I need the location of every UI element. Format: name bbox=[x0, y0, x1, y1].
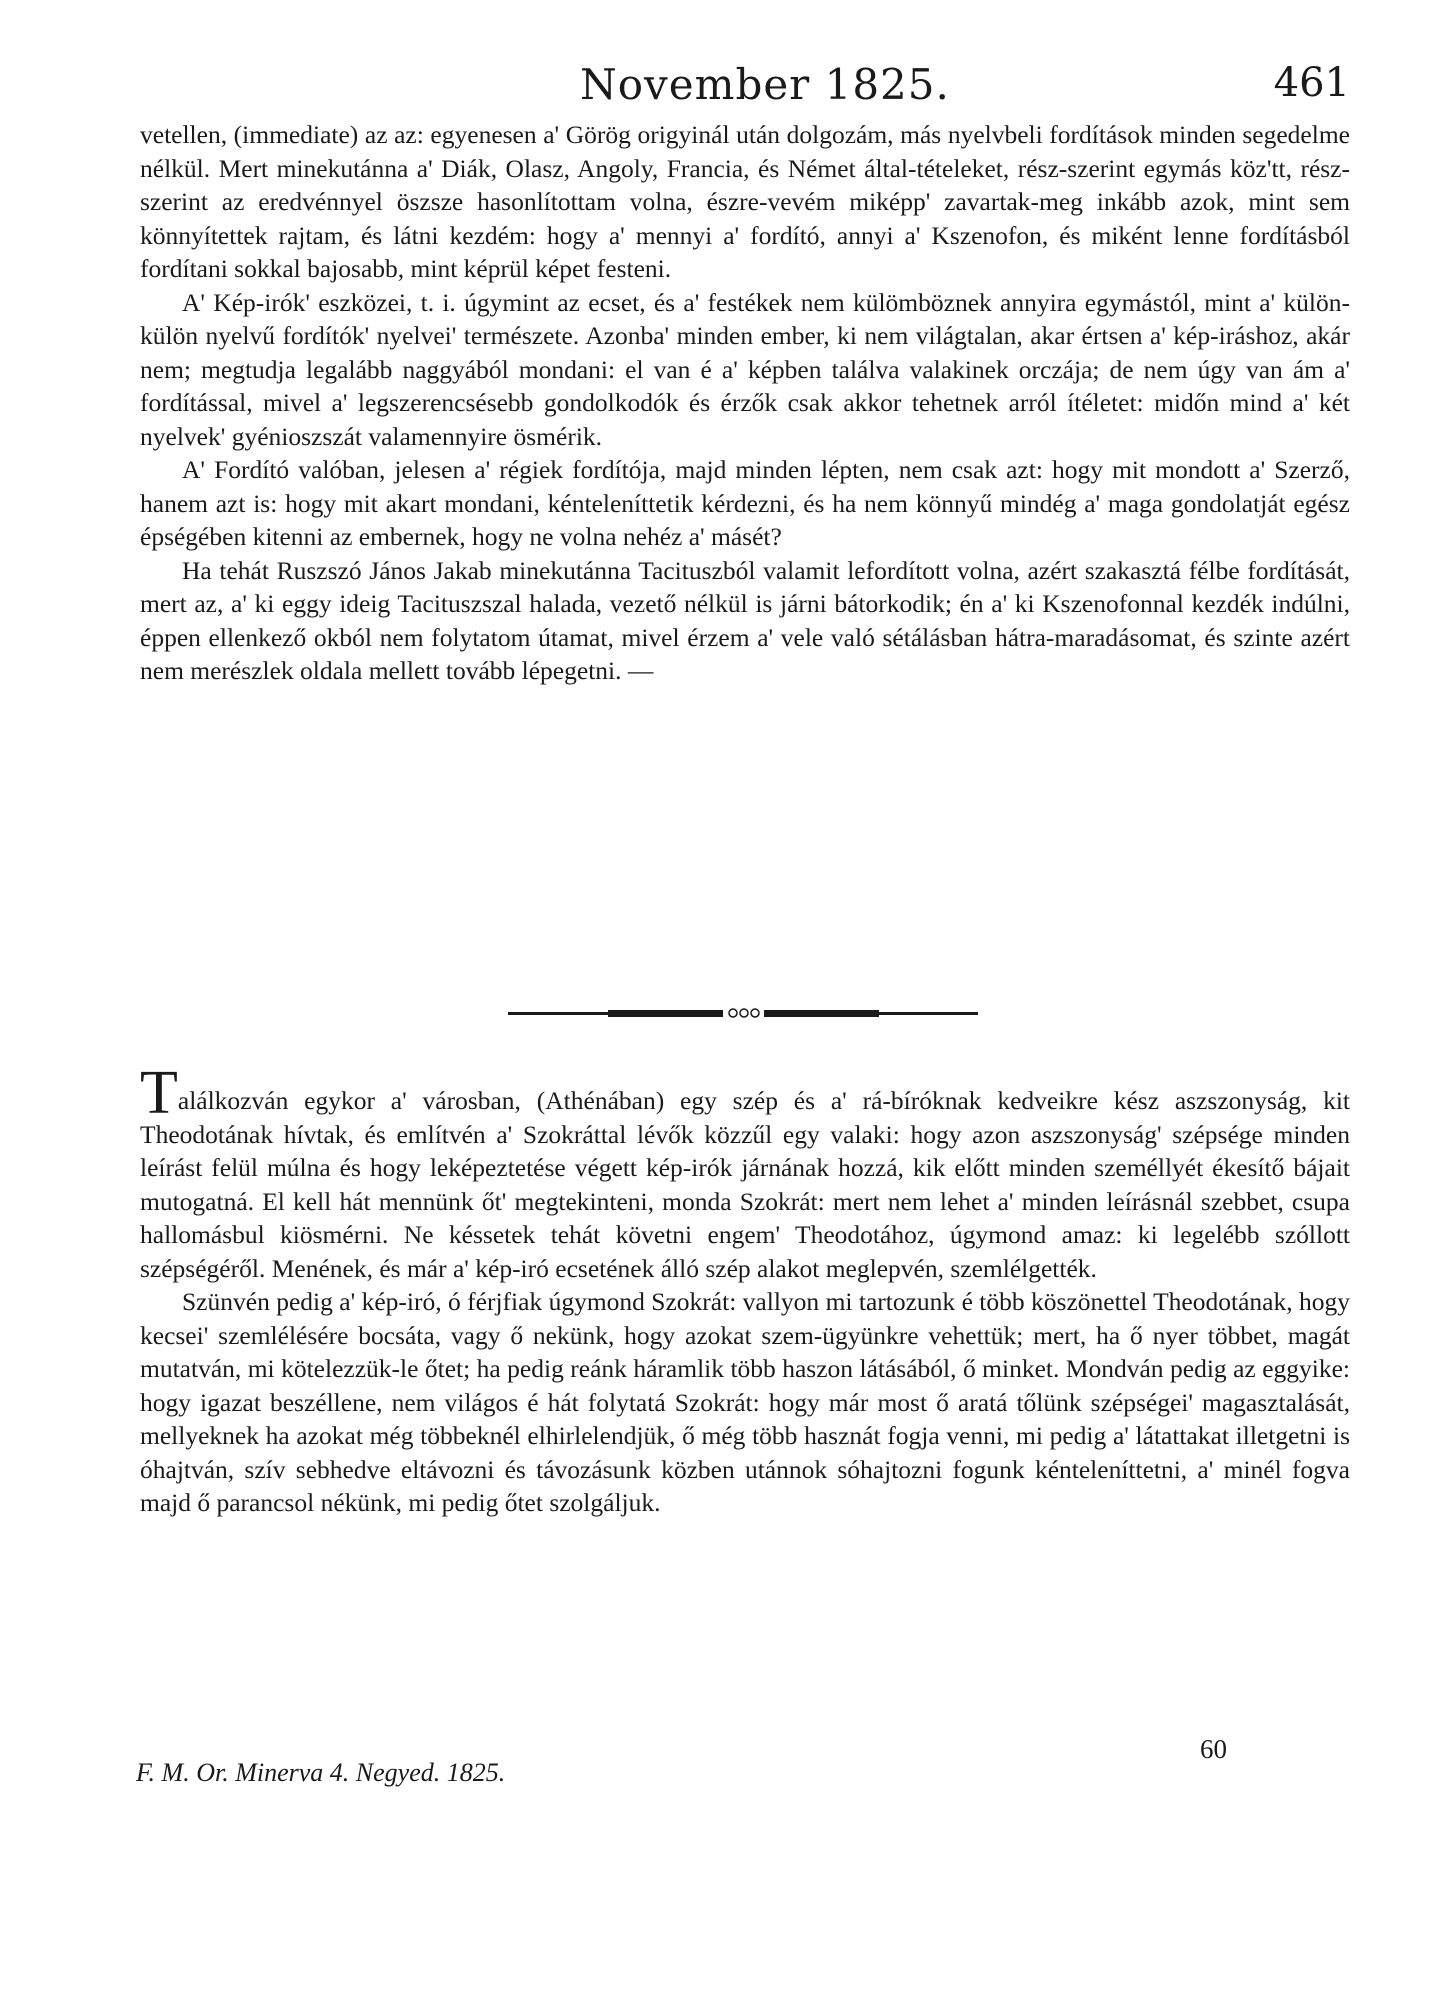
paragraph: Ha tehát Ruszszó János Jakab minekutánna Tacituszból valamit lefordított volna, azért szakasztá félbe fordítását, mert az, a' ki eggy ideig Tacituszszal halada, vezető nélkül is járni bátorkodik; én a' ki Kszenofonnal kezdék indúlni, éppen ellenkező okból nem folytatom útamat, mivel érzem a' vele való sétálásban hátra-maradásomat, és szinte azért nem merészlek oldala mellett tovább lépegetni. — bbox=[140, 555, 1350, 685]
paragraph bbox=[140, 1059, 1350, 1285]
section-two-text bbox=[140, 1059, 1350, 1520]
signature-mark: 60 bbox=[1200, 1734, 1227, 1764]
paragraph: vetellen, (immediate) az az: egyenesen a' Görög origyinál után dolgozám, más nyelvbeli fordítások minden segedelme nélkül. Mert minekutánna a' Diák, Olasz, Angoly, Francia, és Német által-tételeket, rész-szerint egymás köz'tt, rész-szerint az eredvénnyel öszsze hasonlítottam volna, észre-vevém miképp' zavartak-meg inkább azok, mint sem könnyítettek rajtam, és látni kezdém: hogy a' mennyi a' fordító, annyi a' Kszenofon, és miként lenne fordításból fordítani sokkal bajosabb, mint képrül képet festeni. bbox=[140, 120, 1350, 283]
paragraph-text: alálkozván egykor a' városban, (Athénában) egy szép és a' rá-bíróknak kedveikre kész aszszonyság, kit Theodotának hívtak, és említvén a' Szokráttal lévők közzűl egy valaki: hogy azon aszszonyság' szépsége minden leírást felül múlna és hogy leképeztetése végett kép-irók járnának hozzá, kik előtt minden személlyét ékesítő bájait mutogatná. El kell hát mennünk őt' megtekinteni, monda Szokrát: mert nem lehet a' minden leírásnál szebbet, csupa hallomásbul kiösmérni. Ne késsetek tehát követni engem' Theodotához, úgymond amaz: ki legelébb szóllott szépségéről. Menének, és már a' kép-iró ecsetének álló szép alakot meglepvén, szemlélgették. bbox=[140, 1086, 1350, 1283]
paragraph: Szünvén pedig a' kép-iró, ó férjfiak úgymond Szokrát: vallyon mi tartozunk é több köszönettel Theodotának, hogy kecsei' szemlélésére bocsáta, vagy ő nekünk, hogy azokat szem-ügyünkre vehettük; mert, ha ő nyer többet, magát mutatván, mi kötelezzük-le őtet; ha pedig reánk háramlik több haszon látásából, ő minket. Mondván pedig az eggyike: hogy igazat beszéllene, nem világos é hát folytatá Szokrát: hogy már most ő aratá tőlünk szépségei' magasztalását, mellyeknek ha azokat még többeknél elhirlelendjük, ő még több hasznát fogja venni, mi pedig a' látattakat illetgetni is óhajtván, szív sebhedve eltávozni és távozásunk közben utánnok sóhajtozni fogunk kénteleníttetni, a' minél fogva majd ő parancsol nékünk, mi pedig őtet szolgáljuk. bbox=[140, 1287, 1350, 1517]
running-title: November 1825. bbox=[580, 60, 950, 109]
paragraph: A' Kép-irók' eszközei, t. i. úgymint az ecset, és a' festékek nem külömböznek annyira egymástól, mint a' külön-külön nyelvű fordítók' nyelvei' természete. Azonba' minden ember, ki nem világtalan, akar értsen a' kép-iráshoz, akár nem; megtudja legalább naggyából mondani: el van é a' képben találva valakinek orczája; de nem úgy van ám a' fordítással, mivel a' legszerencsésebb gondolkodók és érzők csak akkor tehetnek arról ítéletet: midőn mind a' két nyelvek' gyénioszszát valamennyire ösmérik. bbox=[140, 287, 1350, 451]
paragraph: A' Fordító valóban, jelesen a' régiek fordítója, majd minden lépten, nem csak azt: hogy mit mondott a' Szerző, hanem azt is: hogy mit akart mondani, kénteleníttetik kérdezni, és ha nem könnyű mindég a' maga gondolatját egész épségében kitenni az embernek, hogy ne volna nehéz a' másét? bbox=[140, 455, 1350, 551]
section-divider-ornament bbox=[508, 1003, 978, 1023]
drop-cap: T bbox=[140, 1059, 178, 1127]
page-number: 461 bbox=[1273, 60, 1350, 106]
page-header bbox=[140, 60, 1350, 110]
footer-reference: F. M. Or. Minerva 4. Negyed. 1825. bbox=[136, 1758, 506, 1787]
section-one-text bbox=[140, 118, 1350, 688]
